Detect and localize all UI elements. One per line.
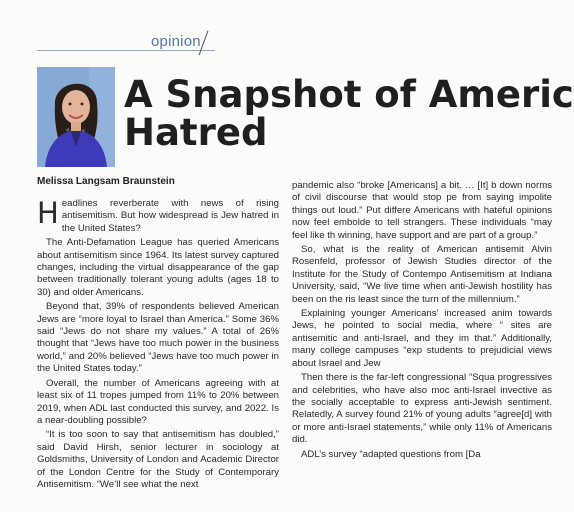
section-rule: [37, 50, 215, 51]
article-column-right: [292, 180, 552, 463]
article-column-left: [37, 198, 279, 493]
article-headline: [124, 73, 574, 154]
author-byline: Melissa Langsam Braunstein: [37, 176, 175, 187]
paragraph-text: eadlines reverberate with news of rising antisemitism. But how widespread is Jew hatred in the United States?: [61, 198, 279, 234]
paragraph: ADL’s survey “adapted questions from [Da: [301, 448, 481, 460]
headline-line-1: A Snapshot of Americ: [124, 73, 574, 116]
section-label: opinion: [151, 33, 201, 50]
headline-line-2: Hatred: [124, 111, 268, 154]
author-photo: [37, 67, 115, 167]
paragraph: Then there is the far-left congressional “Squa progressives and celebrities, who have also moc anti-Israel invective as the socially acceptable to express anti-Jewish sentiment. Relatedly, A survey found 21% of young adults “agree[d] with or more anti-Israel statements,” while only 11% of Americans did.: [292, 372, 552, 446]
paragraph: [37, 198, 279, 235]
paragraph: The Anti-Defamation League has queried Americans about antisemitism since 1964. Its latest survey captured changes, including the virtual disappearance of the gap between traditionally tolerant young adults (ages 18 to 30) and older Americans.: [37, 237, 279, 298]
section-header: [37, 30, 219, 52]
drop-cap: H: [37, 196, 59, 230]
paragraph: “It is too soon to say that antisemitism has doubled,” said David Hirsh, senior lecturer in sociology at Goldsmiths, University of London and Academic Director of the London Centre for the Study of Contemporary Antisemitism. “We’ll see what the next: [37, 429, 279, 490]
paragraph: pandemic also “broke [Americans] a bit. … [It] b down norms of civil discourse that would stop pe from saying impolite things out loud.” Put differe Americans with hateful opinions now feel embolde to tell strangers. These individuals “may feel like th winning, have support and are part of a group.”: [292, 180, 552, 241]
paragraph: Overall, the number of Americans agreeing with at least six of 11 tropes jumped from 11% to 20% between 2019, when ADL last conducted this survey, and 2022. Is a near-doubling possible?: [37, 377, 279, 426]
paragraph: Beyond that, 39% of respondents believed American Jews are “more loyal to Israel than America.” Some 36% said “Jews do not share my values.” A total of 26% thought that “Jews have too much power in the business world,” and 20% believed “Jews have too much power in the United States today.”: [37, 301, 279, 375]
paragraph: So, what is the reality of American antisemit Alvin Rosenfeld, professor of Jewish Studies director of the Institute for the Study of Contempo Antisemitism at Indiana University, said, “We live time when anti-Jewish hostility has been on the ris least since the turn of the millennium.”: [292, 244, 552, 305]
paragraph: Explaining younger Americans’ increased anim towards Jews, he pointed to social media, where “ sites are antisemitic and anti-Israel, and they im that.” Additionally, many college campuses “exp students to prejudicial views about Israel and Jew: [292, 308, 552, 369]
